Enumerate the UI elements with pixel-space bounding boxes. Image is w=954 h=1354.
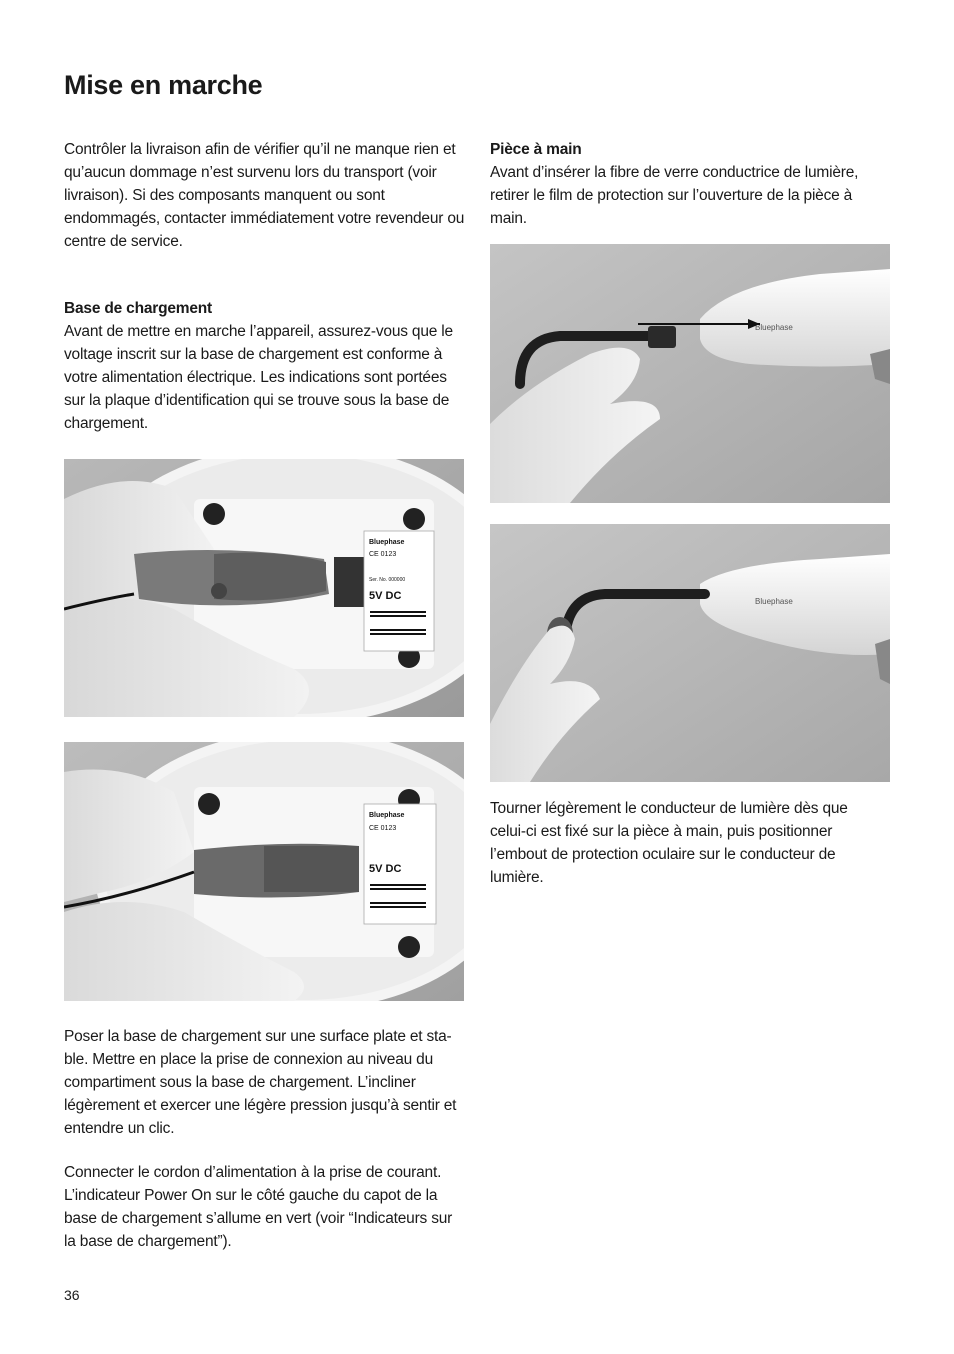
- intro-paragraph: Contrôler la livraison afin de vérifier qu’il ne manque rien et qu’aucun dommage n’est survenu lors du transport (voir livraison). Si des composants manquent ou sont endommagés, contacter immédiatement votre revendeur ou centre de service.: [64, 141, 465, 250]
- piece-text: Avant d’insérer la fibre de verre conductrice de lumière, retirer le film de protection sur l’ouverture de la pièce à main.: [490, 164, 859, 227]
- piece-section: [490, 138, 882, 230]
- poser-paragraph: Poser la base de chargement sur une surface plate et sta-ble. Mettre en place la prise de connexion au niveau du compartiment sous la base de chargement. L’incliner légèrement et exercer une légère pression jusqu’à sentir et entendre un clic.: [64, 1028, 457, 1137]
- base-section: [64, 297, 466, 435]
- photo-charging-base-inserted: [64, 742, 464, 1001]
- page-number: 36: [64, 1287, 80, 1303]
- photo-handpiece-insert: [490, 244, 890, 503]
- connect-paragraph: Connecter le cordon d’alimentation à la prise de courant. L’indicateur Power On sur le côté gauche du capot de la base de chargement s’allume en vert (voir “Indicateurs sur la base de chargement”).: [64, 1164, 453, 1250]
- label-voltage-1: 5V DC: [369, 590, 402, 602]
- handpiece-brand-2: Bluephase: [755, 597, 793, 606]
- photo-handpiece-fixed: [490, 524, 890, 782]
- label-serial-1: Ser. No. 000000: [369, 577, 406, 583]
- base-text: Avant de mettre en marche l’appareil, assurez-vous que le voltage inscrit sur la base de chargement est conforme à votre alimentation électrique. Les indications sont portées sur la plaque d’identification qui se trouve sous la base de chargement.: [64, 323, 453, 432]
- label-ce-1: CE 0123: [369, 551, 397, 558]
- handpiece-brand-1: Bluephase: [755, 323, 793, 332]
- page-title: Mise en marche: [64, 70, 263, 100]
- label-brand-2: Bluephase: [369, 812, 405, 819]
- photo-charging-base-insert: [64, 459, 464, 717]
- label-brand-1: Bluephase: [369, 539, 405, 546]
- tourner-paragraph: Tourner légèrement le conducteur de lumière dès que celui-ci est fixé sur la pièce à main, puis positionner l’embout de protection oculaire sur le conducteur de lumière.: [490, 800, 848, 886]
- label-voltage-2: 5V DC: [369, 863, 402, 875]
- piece-heading: Pièce à main: [490, 141, 582, 158]
- label-ce-2: CE 0123: [369, 825, 397, 832]
- base-heading: Base de chargement: [64, 300, 213, 317]
